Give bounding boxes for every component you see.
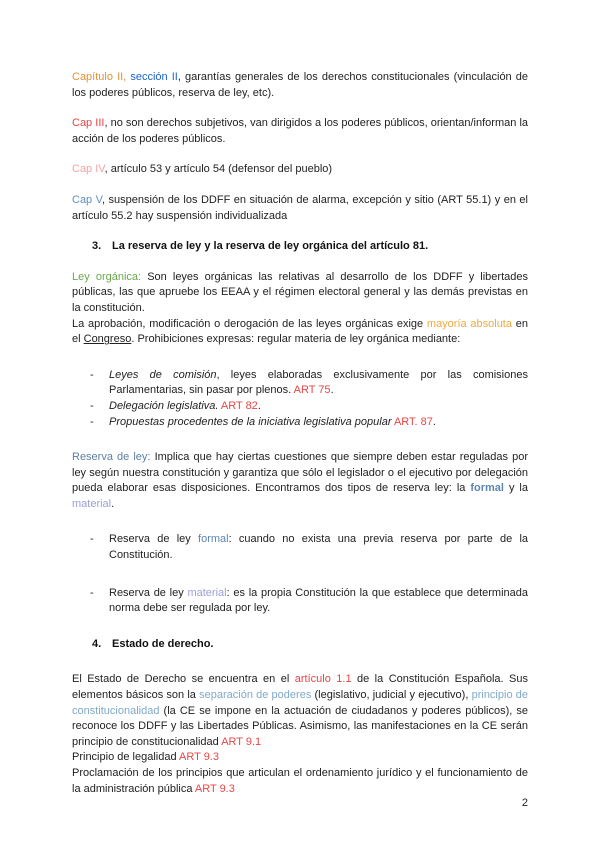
section-3-number: 3.	[92, 240, 102, 253]
mayoria-absoluta-highlight: mayoría absoluta	[426, 317, 512, 330]
art-82-ref: ART 82	[220, 399, 258, 412]
bullet-emphasis: Leyes de comisión	[109, 368, 217, 381]
congreso-underline: Congreso	[83, 333, 132, 346]
reserva-de-ley-label: Reserva de ley:	[72, 451, 151, 464]
list-item: - Reserva de ley material: es la propia Constitución la que establece que determinada norma debe ser regulada por ley.	[90, 586, 528, 615]
prohibiciones-list	[72, 368, 528, 430]
articulo-1-1-ref: artículo 1.1	[294, 673, 352, 686]
art-9-3-ref: ART 9.3	[179, 751, 219, 764]
cap-iii-text: , no son derechos subjetivos, van dirigidos a los poderes públicos, orientan/informan la acción de los poderes públicos.	[72, 117, 529, 145]
list-item: - Leyes de comisión, leyes elaboradas exclusivamente por las comisiones Parlamentarias, sin pasar por plenos. ART 75.	[90, 368, 528, 397]
principio-constitucionalidad-highlight: principio de constitucionalidad	[72, 689, 528, 717]
list-item: - Propuestas procedentes de la iniciativa legislativa popular ART. 87.	[90, 415, 436, 428]
list-item: - Reserva de ley formal: cuando no exista una previa reserva por parte de la Constitución.	[90, 533, 529, 562]
ley-organica-label: Ley orgánica:	[72, 270, 142, 283]
separacion-poderes-highlight: separación de poderes	[199, 689, 312, 702]
paragraph-estado-de-derecho: El Estado de Derecho se encuentra en el artículo 1.1 de la Constitución Española. Sus elementos básicos son la separación de poderes (legislativo, judicial y ejecutivo), principio de constitucionalidad (la CE se impone en la actuación de ciudadanos y poderes públicos), se reconoce los DDFF y las Libertades Públicas. Asimismo, las manifestaciones en la CE serán principio de constitucionalidad ART 9.1	[72, 673, 528, 748]
section-3-title: La reserva de ley y la reserva de ley orgánica del artículo 81.	[112, 240, 429, 253]
seccion-ii-label: sección II	[130, 71, 178, 83]
paragraph-cap-iv	[72, 162, 528, 178]
paragraph-ley-organica	[72, 270, 528, 317]
formal-kind: formal	[198, 533, 229, 546]
paragraph-cap-iii	[72, 116, 528, 147]
aprobacion-text-3: . Prohibiciones expresas: regular materia de ley orgánica mediante:	[131, 333, 461, 346]
paragraph-reserva-de-ley: Reserva de ley: Implica que hay ciertas cuestiones que siempre deben estar reguladas por ley según nuestra constitución y garantiza que sólo el legislador o el ejecutivo por delegación pueda elaborar esas disposiciones. Encontramos dos tipos de reserva ley: la formal y la material.	[72, 451, 529, 510]
document-page	[72, 70, 528, 797]
cap-iv-label: Cap IV	[72, 163, 105, 176]
cap-ii-text: , garantías generales de los derechos constitucionales (vinculación de los poderes públicos, reserva de ley, etc).	[72, 71, 529, 99]
paragraph-proclamacion: Proclamación de los principios que articulan el ordenamiento jurídico y el funcionamiento de la administración pública ART 9.3	[72, 767, 528, 795]
section-4-number: 4.	[92, 637, 102, 650]
section-3-heading	[72, 239, 528, 255]
page-number: 2	[521, 797, 528, 809]
art-87-ref: ART. 87	[393, 415, 433, 428]
paragraph-cap-v	[72, 193, 528, 224]
art-9-3-ref-2: ART 9.3	[194, 782, 235, 795]
section-4-title: Estado de derecho.	[112, 637, 214, 650]
paragraph-cap-ii	[72, 70, 528, 101]
list-item: - Delegación legislativa. ART 82.	[90, 399, 261, 412]
ley-organica-text: Son leyes orgánicas las relativas al desarrollo de los DDFF y libertades públicas, las que apruebe los EEAA y el régimen electoral general y las demás previstas en la constitución.	[72, 270, 528, 314]
reserva-types-list	[72, 532, 528, 616]
material-kind: material	[187, 586, 227, 599]
cap-iv-text: , artículo 53 y artículo 54 (defensor del pueblo)	[104, 163, 333, 176]
reserva-de-ley-text: Implica que hay ciertas cuestiones que siempre deben estar reguladas por ley según nuestra constitución y garantiza que sólo el legislador o el ejecutivo por delegación pueda elaborar esas disposiciones. Encontramos dos tipos de reserva ley: la	[72, 451, 529, 495]
paragraph-aprobacion	[72, 317, 528, 348]
bullet-emphasis: Propuestas procedentes de la iniciativa legislativa popular	[109, 415, 392, 428]
cap-v-text: , suspensión de los DDFF en situación de alarma, excepción y sitio (ART 55.1) y en el artículo 55.2 hay suspensión individualizada	[72, 193, 528, 222]
aprobacion-text-2: en el	[72, 317, 528, 346]
art-9-1-ref: ART 9.1	[221, 735, 262, 748]
aprobacion-text-1: La aprobación, modificación o derogación de las leyes orgánicas exige	[72, 317, 427, 330]
cap-v-label: Cap V	[72, 193, 102, 206]
cap-iii-label: Cap III	[72, 117, 105, 130]
section-4-heading	[72, 637, 528, 653]
art-75-ref: ART 75	[293, 384, 331, 397]
material-highlight: material	[72, 497, 112, 510]
cap-ii-label: Capítulo II,	[72, 71, 127, 83]
bullet-emphasis: Delegación legislativa.	[109, 399, 219, 412]
formal-highlight: formal	[470, 482, 504, 495]
paragraph-legalidad: Principio de legalidad ART 9.3	[72, 751, 219, 764]
